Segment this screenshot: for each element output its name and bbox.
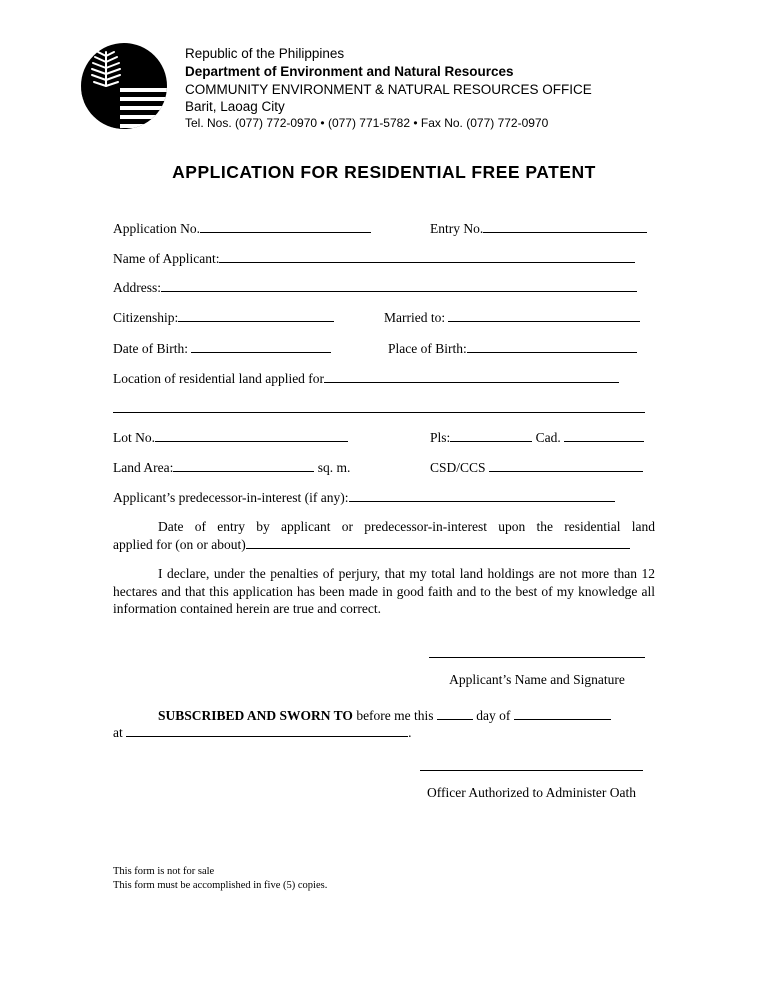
header-republic: Republic of the Philippines xyxy=(185,46,345,61)
application-no-line[interactable] xyxy=(200,220,371,233)
place-of-birth-line[interactable] xyxy=(467,340,637,353)
oath-at-line[interactable] xyxy=(126,724,408,737)
land-area-field[interactable] xyxy=(113,459,350,476)
lot-no-line[interactable] xyxy=(155,429,348,442)
citizenship-label: Citizenship: xyxy=(113,310,179,325)
pls-label: Pls: xyxy=(430,430,451,445)
header-office: COMMUNITY ENVIRONMENT & NATURAL RESOURCES OFFICE xyxy=(185,82,592,97)
place-of-birth-label: Place of Birth: xyxy=(388,341,467,356)
citizenship-field[interactable] xyxy=(113,309,334,326)
address-line[interactable] xyxy=(161,279,637,292)
oath-at-label: at xyxy=(113,725,123,740)
pls-cad-field[interactable] xyxy=(430,429,644,446)
declaration-text: I declare, under the penalties of perjury, that my total land holdings are not more than 12 hectares and that this application has been made in good faith and to the best of my knowledge all information contained herein are true and correct. xyxy=(113,566,655,616)
location-field[interactable] xyxy=(113,370,619,387)
married-to-field[interactable] xyxy=(384,309,640,326)
applicant-signature-line[interactable] xyxy=(429,657,645,658)
entry-no-field[interactable] xyxy=(430,220,647,237)
land-area-label: Land Area: xyxy=(113,460,174,475)
cad-label: Cad. xyxy=(535,430,561,445)
married-to-label: Married to: xyxy=(384,310,446,325)
form-title: APPLICATION FOR RESIDENTIAL FREE PATENT xyxy=(172,162,596,182)
date-of-entry-label: applied for (on or about) xyxy=(113,537,246,552)
place-of-birth-field[interactable] xyxy=(388,340,637,357)
date-of-birth-line[interactable] xyxy=(191,340,331,353)
footer-not-for-sale: This form is not for sale xyxy=(113,866,215,877)
header-department: Department of Environment and Natural Resources xyxy=(185,64,514,79)
application-no-label: Application No. xyxy=(113,221,200,236)
address-label: Address: xyxy=(113,280,161,295)
location-line[interactable] xyxy=(324,370,619,383)
entry-no-label: Entry No. xyxy=(430,221,484,236)
applicant-name-field[interactable] xyxy=(113,250,635,267)
oath-bold: SUBSCRIBED AND SWORN TO xyxy=(158,708,353,723)
csd-ccs-label: CSD/CCS xyxy=(430,460,486,475)
oath-day-of: day of xyxy=(476,708,511,723)
land-area-line[interactable] xyxy=(173,459,314,472)
lot-no-field[interactable] xyxy=(113,429,348,446)
applicant-name-label: Name of Applicant: xyxy=(113,251,220,266)
oath-before-me: before me this xyxy=(356,708,434,723)
applicant-signature-label: Applicant’s Name and Signature xyxy=(449,672,625,687)
oath-month-line[interactable] xyxy=(514,707,611,720)
predecessor-field[interactable] xyxy=(113,489,615,506)
date-of-entry-text: Date of entry by applicant or predecessor-in-interest upon the residential land xyxy=(158,519,655,534)
sq-m-label: sq. m. xyxy=(317,460,351,475)
officer-signature-label: Officer Authorized to Administer Oath xyxy=(427,785,636,800)
application-no-field[interactable] xyxy=(113,220,371,237)
date-of-entry-field[interactable] xyxy=(113,536,630,553)
oath-at-field[interactable]: at . xyxy=(113,725,412,740)
csd-ccs-line[interactable] xyxy=(489,459,643,472)
pls-line[interactable] xyxy=(450,429,532,442)
footer-copies: This form must be accomplished in five (5) copies. xyxy=(113,880,328,891)
citizenship-line[interactable] xyxy=(178,309,334,322)
location-line-2[interactable] xyxy=(113,400,645,413)
csd-ccs-field[interactable] xyxy=(430,459,643,476)
predecessor-label: Applicant’s predecessor-in-interest (if any): xyxy=(113,490,349,505)
predecessor-line[interactable] xyxy=(349,489,615,502)
location-label: Location of residential land applied for xyxy=(113,371,325,386)
applicant-name-line[interactable] xyxy=(219,250,635,263)
date-of-entry-line[interactable] xyxy=(246,536,630,549)
date-of-birth-label: Date of Birth: xyxy=(113,341,188,356)
cad-line[interactable] xyxy=(564,429,644,442)
header-contacts: Tel. Nos. (077) 772-0970 • (077) 771-5782 • Fax No. (077) 772-0970 xyxy=(185,116,549,130)
oath-line xyxy=(158,707,611,724)
married-to-line[interactable] xyxy=(448,309,640,322)
oath-day-line[interactable] xyxy=(437,707,473,720)
lot-no-label: Lot No. xyxy=(113,430,155,445)
officer-signature-line[interactable] xyxy=(420,770,643,771)
denr-logo-icon xyxy=(80,42,168,130)
address-field[interactable] xyxy=(113,279,637,296)
date-of-birth-field[interactable] xyxy=(113,340,331,357)
entry-no-line[interactable] xyxy=(483,220,647,233)
header-address: Barit, Laoag City xyxy=(185,99,285,114)
